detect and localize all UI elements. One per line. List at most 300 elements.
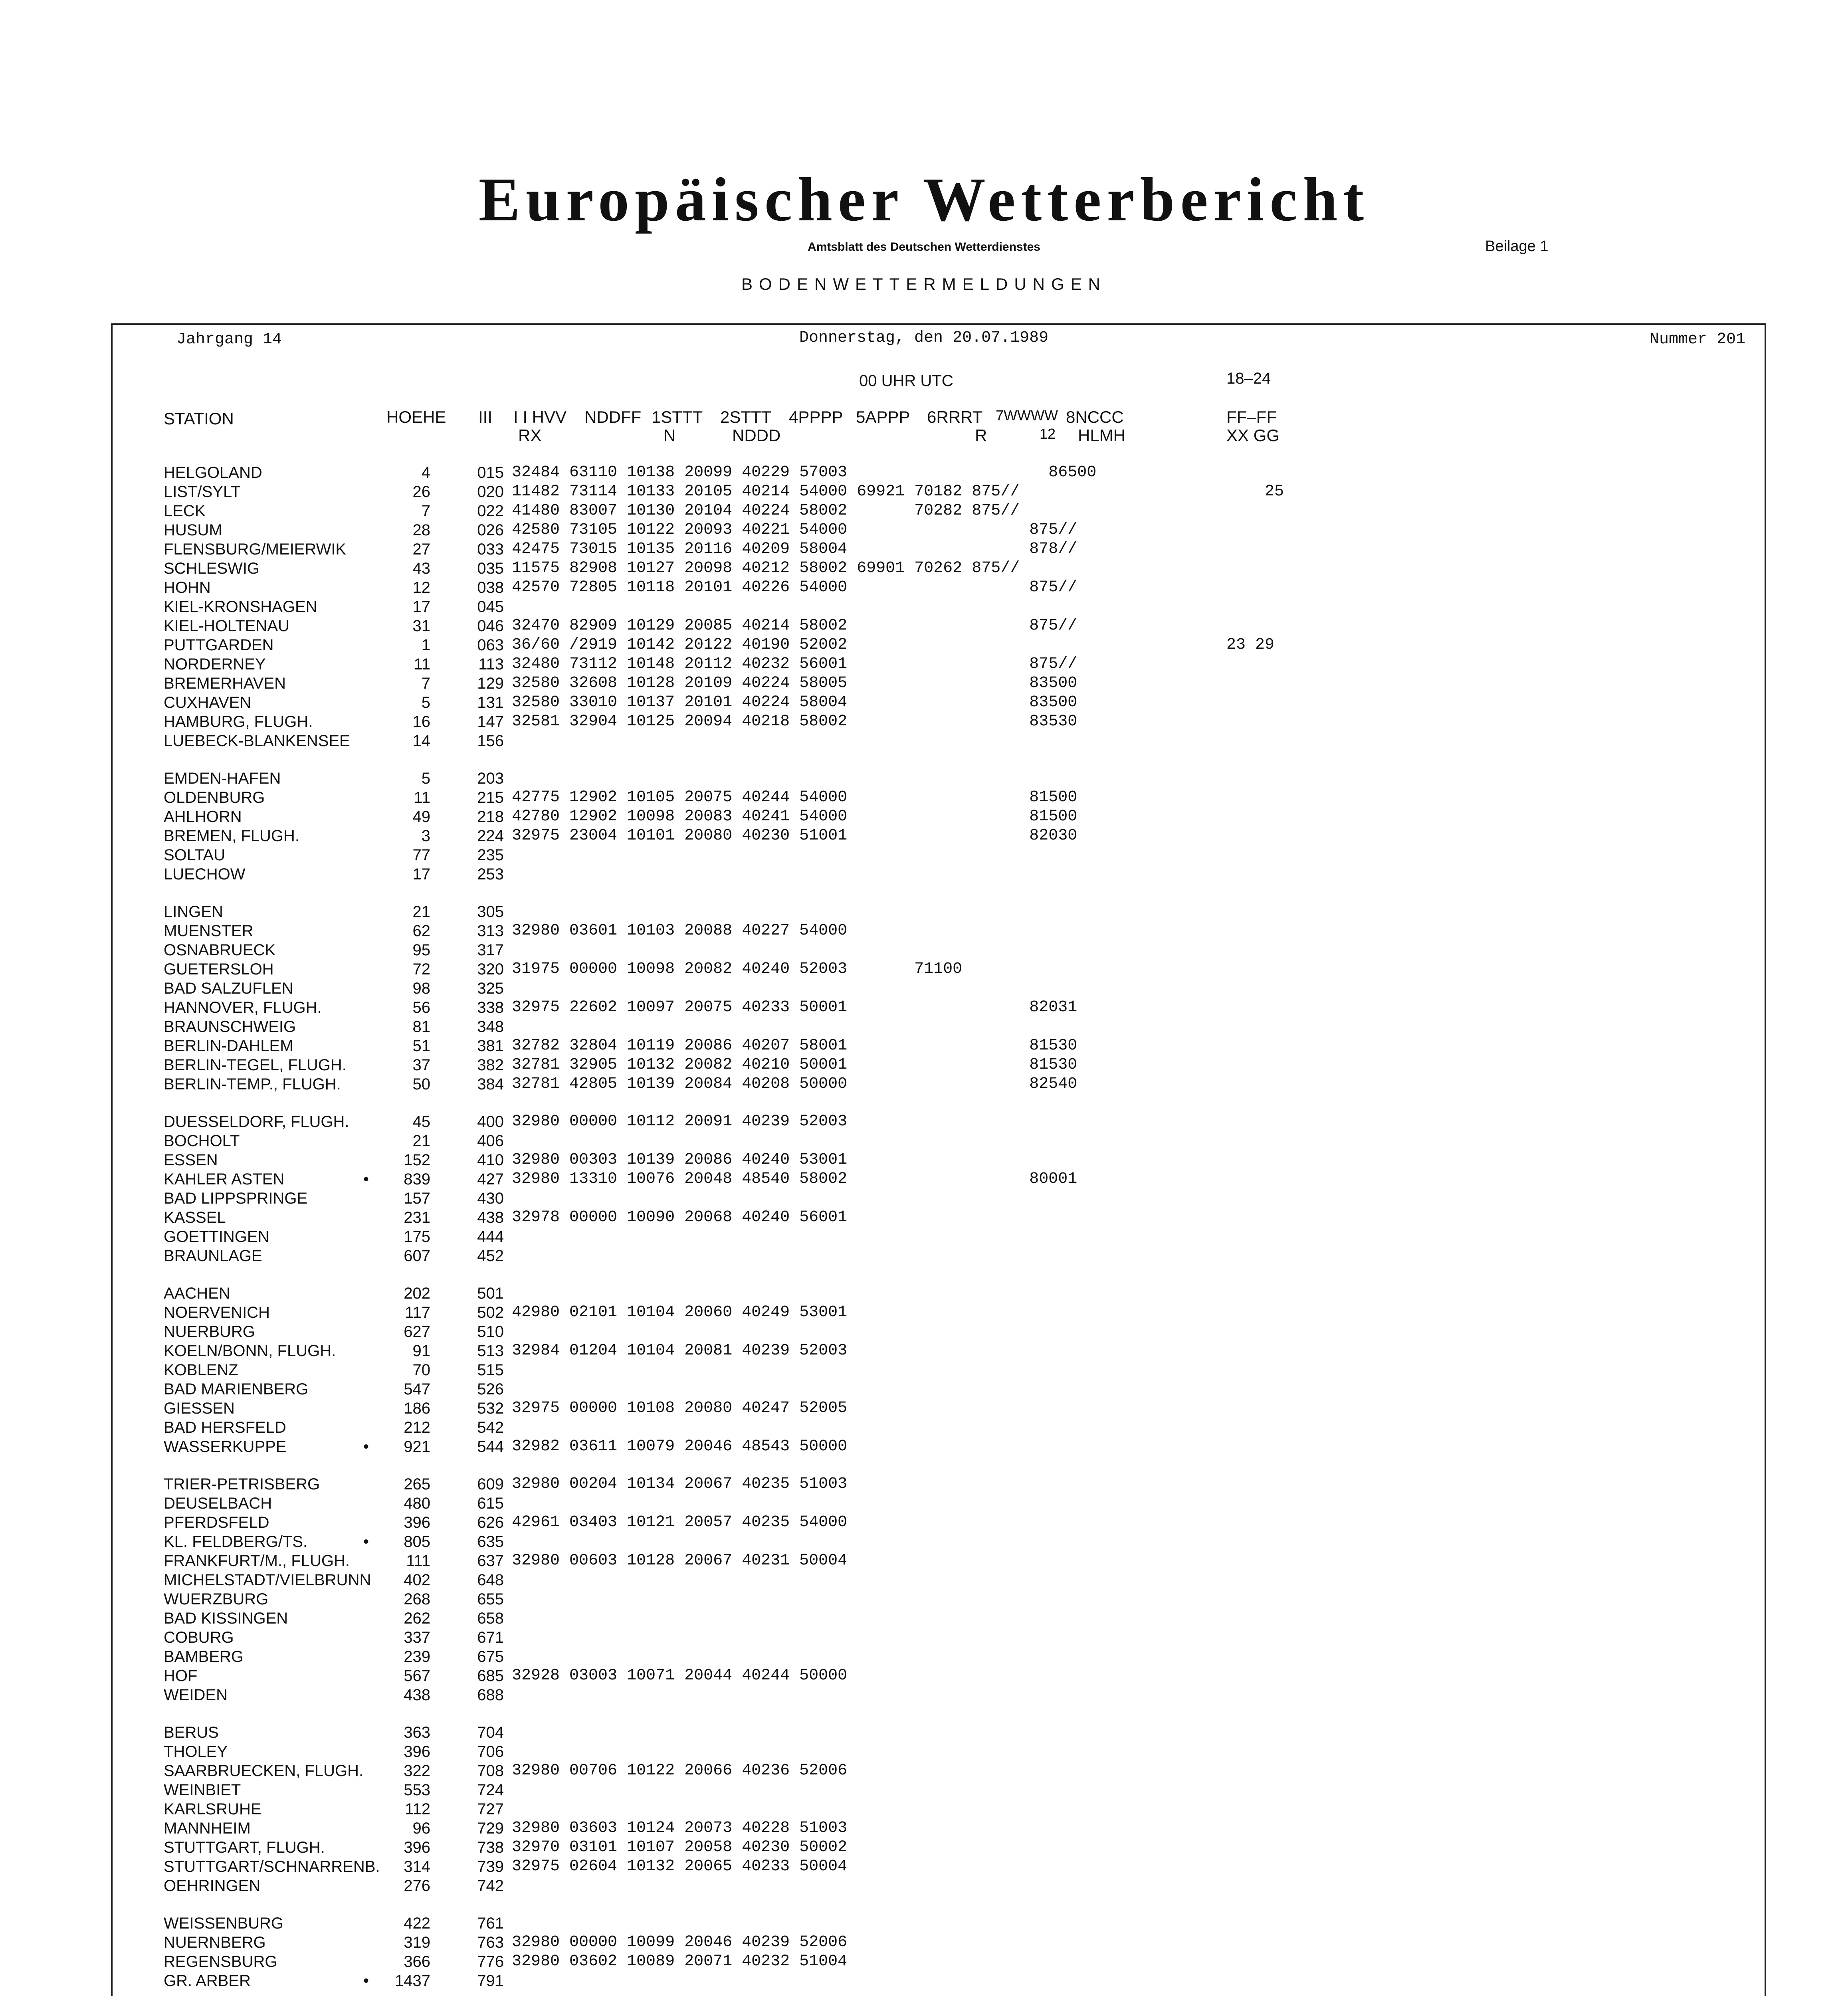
station-id: 675 [477, 1648, 504, 1665]
station-name: SCHLESWIG [164, 560, 260, 577]
station-name: KIEL-HOLTENAU [164, 617, 289, 635]
observation-groups: 31975 00000 10098 20082 40240 52003 71100 [512, 960, 963, 978]
station-height: 366 [404, 1953, 430, 1970]
station-row [113, 769, 1768, 788]
station-id: 203 [477, 770, 504, 787]
observation-groups: 32781 32905 10132 20082 40210 50001 81530 [512, 1056, 1078, 1074]
station-row [113, 1647, 1768, 1666]
station-row [113, 674, 1768, 693]
station-name: GUETERSLOH [164, 960, 274, 978]
station-row [113, 1570, 1768, 1590]
station-height: 16 [412, 713, 430, 731]
station-id: 637 [477, 1552, 504, 1570]
station-height: 14 [412, 732, 430, 750]
station-id: 655 [477, 1590, 504, 1608]
station-id: 035 [477, 560, 504, 577]
col-4: 2STTT NDDD [720, 408, 781, 445]
station-name: BAD SALZUFLEN [164, 980, 293, 997]
station-row [113, 846, 1768, 865]
station-id: 305 [477, 903, 504, 921]
station-row [113, 1341, 1768, 1360]
observation-groups: 32980 00706 10122 20066 40236 52006 [512, 1762, 848, 1780]
station-row [113, 1170, 1768, 1189]
station-height: 396 [404, 1743, 430, 1760]
station-height: 45 [412, 1113, 430, 1131]
station-row [113, 578, 1768, 597]
wind-gust: 23 29 [1226, 636, 1275, 654]
observation-groups: 32980 13310 10076 20048 48540 58002 80001 [512, 1170, 1078, 1188]
station-id: 026 [477, 521, 504, 539]
station-row [113, 1208, 1768, 1227]
station-height: 51 [412, 1037, 430, 1055]
station-name: LUEBECK-BLANKENSEE [164, 732, 350, 750]
station-id: 635 [477, 1533, 504, 1550]
station-id: 430 [477, 1190, 504, 1207]
station-name: WUERZBURG [164, 1590, 269, 1608]
station-name: BAMBERG [164, 1648, 244, 1665]
observation-groups: 36/60 /2919 10142 20122 40190 52002 [512, 636, 848, 654]
observation-groups: 32580 32608 10128 20109 40224 58005 83500 [512, 674, 1078, 692]
observation-groups: 32580 33010 10137 20101 40224 58004 83500 [512, 693, 1078, 711]
station-id: 444 [477, 1228, 504, 1246]
observation-groups: 32970 03101 10107 20058 40230 50002 [512, 1838, 848, 1856]
station-id: 046 [477, 617, 504, 635]
station-name: AHLHORN [164, 808, 242, 826]
observation-groups: 32470 82909 10129 20085 40214 58002 875// [512, 617, 1078, 635]
col-station: STATION [164, 409, 234, 428]
station-height: 921 [404, 1438, 430, 1455]
station-row [113, 1685, 1768, 1705]
station-name: TRIER-PETRISBERG [164, 1475, 320, 1493]
station-height: 31 [412, 617, 430, 635]
station-group [113, 463, 1768, 750]
station-id: 542 [477, 1419, 504, 1436]
station-id: 729 [477, 1820, 504, 1837]
station-height: 28 [412, 521, 430, 539]
station-name: KAHLER ASTEN [164, 1170, 285, 1188]
station-name: GOETTINGEN [164, 1228, 269, 1246]
station-row [113, 1418, 1768, 1437]
station-height: 152 [404, 1151, 430, 1169]
station-name: BERLIN-TEMP., FLUGH. [164, 1075, 341, 1093]
station-row [113, 902, 1768, 921]
station-height: 202 [404, 1285, 430, 1302]
station-row [113, 921, 1768, 941]
station-id: 427 [477, 1170, 504, 1188]
observation-groups: 32928 03003 10071 20044 40244 50000 [512, 1667, 848, 1685]
station-height: 17 [412, 865, 430, 883]
station-name: FLENSBURG/MEIERWIK [164, 541, 347, 558]
station-height: 98 [412, 980, 430, 997]
station-height: 607 [404, 1247, 430, 1265]
station-id: 688 [477, 1686, 504, 1704]
station-id: 156 [477, 732, 504, 750]
col-iii: III [478, 408, 493, 426]
observation-groups: 32980 00000 10112 20091 40239 52003 [512, 1113, 848, 1131]
station-row [113, 1933, 1768, 1952]
station-name: GR. ARBER [164, 1972, 251, 1990]
station-row [113, 1742, 1768, 1761]
station-id: 338 [477, 999, 504, 1016]
page-subtitle: Amtsblatt des Deutschen Wetterdienstes [808, 240, 1040, 253]
observation-groups: 32480 73112 10148 20112 40232 56001 875// [512, 655, 1078, 673]
station-name: GIESSEN [164, 1400, 235, 1417]
station-height: 402 [404, 1571, 430, 1589]
station-name: HAMBURG, FLUGH. [164, 713, 313, 731]
station-name: LIST/SYLT [164, 483, 241, 501]
station-row [113, 1150, 1768, 1170]
station-height: 422 [404, 1915, 430, 1932]
station-id: 147 [477, 713, 504, 731]
station-row [113, 1284, 1768, 1303]
station-id: 020 [477, 483, 504, 501]
station-name: KASSEL [164, 1209, 226, 1226]
station-name: EMDEN-HAFEN [164, 770, 281, 787]
station-id: 513 [477, 1342, 504, 1360]
observation-groups: 32782 32804 10119 20086 40207 58001 81530 [512, 1037, 1078, 1055]
station-height: 3 [421, 827, 430, 845]
station-name: BERUS [164, 1724, 219, 1741]
station-row [113, 636, 1768, 655]
beilage-label: Beilage 1 [1485, 238, 1549, 255]
station-row [113, 1017, 1768, 1036]
station-height: 49 [412, 808, 430, 826]
station-id: 406 [477, 1132, 504, 1150]
observation-groups: 32980 00603 10128 20067 40231 50004 [512, 1552, 848, 1570]
station-height: 186 [404, 1400, 430, 1417]
station-row [113, 482, 1768, 501]
station-id: 526 [477, 1380, 504, 1398]
station-name: LINGEN [164, 903, 223, 921]
station-height: 43 [412, 560, 430, 577]
station-id: 218 [477, 808, 504, 826]
station-name: NOERVENICH [164, 1304, 270, 1321]
observation-groups: 41480 83007 10130 20104 40224 58002 70282 875// [512, 502, 1020, 520]
section-title: BODENWETTERMELDUNGEN [741, 275, 1107, 293]
station-name: THOLEY [164, 1743, 228, 1760]
station-id: 438 [477, 1209, 504, 1226]
station-id: 063 [477, 636, 504, 654]
station-group [113, 902, 1768, 1094]
station-height: 81 [412, 1018, 430, 1036]
time-label: 00 UHR UTC [859, 372, 953, 390]
station-height: 11 [414, 789, 430, 806]
station-row [113, 1857, 1768, 1876]
station-height: 72 [412, 960, 430, 978]
station-name: BAD HERSFELD [164, 1419, 286, 1436]
station-id: 348 [477, 1018, 504, 1036]
station-height: 265 [404, 1475, 430, 1493]
station-id: 215 [477, 789, 504, 806]
station-name: COBURG [164, 1629, 234, 1646]
station-id: 253 [477, 865, 504, 883]
station-name: OSNABRUECK [164, 941, 276, 959]
date-label: Donnerstag, den 20.07.1989 [799, 329, 1049, 347]
station-id: 739 [477, 1858, 504, 1875]
observation-groups: 32581 32904 10125 20094 40218 58002 83530 [512, 713, 1078, 731]
observation-groups: 32975 23004 10101 20080 40230 51001 82030 [512, 827, 1078, 845]
station-name: CUXHAVEN [164, 694, 252, 711]
station-row [113, 731, 1768, 750]
station-name: HOHN [164, 579, 211, 596]
station-row [113, 1532, 1768, 1551]
station-group [113, 1284, 1768, 1456]
station-row [113, 1075, 1768, 1094]
station-row [113, 1952, 1768, 1971]
station-height: 7 [421, 675, 430, 692]
station-id: 015 [477, 464, 504, 481]
station-name: MICHELSTADT/VIELBRUNN [164, 1571, 371, 1589]
station-id: 761 [477, 1915, 504, 1932]
station-name: HANNOVER, FLUGH. [164, 999, 322, 1016]
station-name: MUENSTER [164, 922, 254, 940]
station-id: 738 [477, 1839, 504, 1856]
observation-groups: 32980 03603 10124 20073 40228 51003 [512, 1819, 848, 1837]
station-row [113, 1437, 1768, 1456]
station-group [113, 1723, 1768, 1895]
station-row [113, 1819, 1768, 1838]
observation-groups: 42775 12902 10105 20075 40244 54000 81500 [512, 788, 1078, 806]
station-height: 239 [404, 1648, 430, 1665]
station-id: 320 [477, 960, 504, 978]
station-group [113, 1475, 1768, 1705]
station-row [113, 1322, 1768, 1341]
station-name: WEINBIET [164, 1781, 241, 1799]
station-row [113, 1838, 1768, 1857]
observation-groups: 42475 73015 10135 20116 40209 58004 878// [512, 540, 1078, 558]
station-height: 96 [412, 1820, 430, 1837]
observation-groups: 32975 02604 10132 20065 40233 50004 [512, 1857, 848, 1875]
station-height: 117 [405, 1304, 430, 1321]
station-name: NUERBURG [164, 1323, 255, 1341]
station-height: 1437 [395, 1972, 430, 1990]
station-name: OEHRINGEN [164, 1877, 261, 1895]
observation-groups: 32980 03601 10103 20088 40227 54000 [512, 922, 848, 940]
station-id: 671 [477, 1629, 504, 1646]
jahrgang-label: Jahrgang 14 [176, 331, 282, 349]
station-height: 396 [404, 1839, 430, 1856]
station-name: BAD MARIENBERG [164, 1380, 309, 1398]
station-name: LUECHOW [164, 865, 246, 883]
station-row [113, 865, 1768, 884]
col-9: 8NCCC HLMH [1066, 408, 1126, 445]
station-row [113, 1628, 1768, 1647]
station-id: 452 [477, 1247, 504, 1265]
station-name: WEIDEN [164, 1686, 228, 1704]
station-row [113, 693, 1768, 712]
station-name: LECK [164, 502, 206, 520]
col-10: FF–FF XX GG [1226, 408, 1280, 445]
station-height: 62 [412, 922, 430, 940]
station-name: BREMERHAVEN [164, 675, 286, 692]
station-row [113, 501, 1768, 521]
observation-groups: 42570 72805 10118 20101 40226 54000 875// [512, 578, 1078, 596]
station-row [113, 1971, 1768, 1990]
station-row [113, 960, 1768, 979]
station-row [113, 1494, 1768, 1513]
observation-groups: 32980 00204 10134 20067 40235 51003 [512, 1475, 848, 1493]
observation-groups: 32781 42805 10139 20084 40208 50000 82540 [512, 1075, 1078, 1093]
station-name: DUESSELDORF, FLUGH. [164, 1113, 349, 1131]
station-height: 111 [406, 1552, 430, 1570]
station-row [113, 1227, 1768, 1246]
station-id: 742 [477, 1877, 504, 1895]
observation-groups: 11575 82908 10127 20098 40212 58002 69901 70262 875// [512, 559, 1020, 577]
station-name: NORDERNEY [164, 655, 266, 673]
observation-groups: 32980 03602 10089 20071 40232 51004 [512, 1952, 848, 1970]
station-name: ESSEN [164, 1151, 218, 1169]
station-name: BAD LIPPSPRINGE [164, 1190, 308, 1207]
station-height: 7 [421, 502, 430, 520]
station-row [113, 1475, 1768, 1494]
station-name: HUSUM [164, 521, 222, 539]
observation-groups: 42580 73105 10122 20093 40221 54000 875// [512, 521, 1078, 539]
station-height: 70 [412, 1361, 430, 1379]
mountain-station-mark: • [363, 1972, 369, 1990]
station-row [113, 1399, 1768, 1418]
station-row [113, 1609, 1768, 1628]
station-id: 224 [477, 827, 504, 845]
station-height: 77 [412, 846, 430, 864]
station-group [113, 1112, 1768, 1265]
observation-groups: 11482 73114 10133 20105 40214 54000 69921 70182 875// [512, 483, 1020, 501]
station-id: 045 [477, 598, 504, 616]
station-row [113, 1112, 1768, 1131]
station-name: BRAUNLAGE [164, 1247, 262, 1265]
observation-groups: 32982 03611 10079 20046 48543 50000 [512, 1438, 848, 1455]
page-title: Europäischer Wetterbericht [478, 165, 1370, 234]
station-name: STUTTGART, FLUGH. [164, 1839, 325, 1856]
observation-groups: 32980 00303 10139 20086 40240 53001 [512, 1151, 848, 1169]
station-height: 157 [404, 1190, 430, 1207]
station-row [113, 597, 1768, 616]
station-id: 033 [477, 541, 504, 558]
station-id: 131 [477, 694, 504, 711]
station-height: 12 [412, 579, 430, 596]
station-id: 609 [477, 1475, 504, 1493]
station-height: 212 [404, 1419, 430, 1436]
station-height: 27 [412, 541, 430, 558]
station-name: BREMEN, FLUGH. [164, 827, 300, 845]
station-name: BRAUNSCHWEIG [164, 1018, 296, 1036]
station-height: 268 [404, 1590, 430, 1608]
station-row [113, 521, 1768, 540]
station-height: 319 [404, 1934, 430, 1951]
station-id: 658 [477, 1610, 504, 1627]
station-name: OLDENBURG [164, 789, 265, 806]
mountain-station-mark: • [363, 1170, 369, 1188]
observation-groups: 42961 03403 10121 20057 40235 54000 [512, 1513, 848, 1531]
station-name: KIEL-KRONSHAGEN [164, 598, 317, 616]
station-height: 21 [412, 903, 430, 921]
station-table [113, 463, 1768, 1996]
station-height: 480 [404, 1495, 430, 1512]
station-height: 95 [412, 941, 430, 959]
station-name: BAD KISSINGEN [164, 1610, 288, 1627]
station-id: 706 [477, 1743, 504, 1760]
station-row [113, 807, 1768, 826]
station-height: 1 [421, 636, 430, 654]
station-name: STUTTGART/SCHNARRENB. [164, 1858, 380, 1875]
station-row [113, 941, 1768, 960]
station-name: BERLIN-TEGEL, FLUGH. [164, 1056, 347, 1074]
station-name: HOF [164, 1667, 198, 1685]
station-height: 17 [412, 598, 430, 616]
station-id: 727 [477, 1800, 504, 1818]
station-row [113, 1246, 1768, 1265]
mountain-station-mark: • [363, 1533, 369, 1550]
observation-groups: 32978 00000 10090 20068 40240 56001 [512, 1208, 848, 1226]
wind-gust: 25 [1226, 483, 1284, 501]
station-name: HELGOLAND [164, 464, 262, 481]
col-8: 7WWWW 12 [996, 407, 1058, 442]
station-id: 400 [477, 1113, 504, 1131]
col-hoehe: HOEHE [386, 408, 446, 426]
station-height: 50 [412, 1075, 430, 1093]
station-height: 547 [404, 1380, 430, 1398]
station-id: 384 [477, 1075, 504, 1093]
station-height: 262 [404, 1610, 430, 1627]
station-row [113, 1551, 1768, 1570]
station-height: 363 [404, 1724, 430, 1741]
station-row [113, 1723, 1768, 1742]
station-id: 235 [477, 846, 504, 864]
station-name: NUERNBERG [164, 1934, 266, 1951]
station-height: 175 [404, 1228, 430, 1246]
col-5: 4PPPP [789, 408, 843, 426]
station-id: 626 [477, 1514, 504, 1531]
station-height: 314 [404, 1858, 430, 1875]
station-name: WEISSENBURG [164, 1915, 284, 1932]
station-row [113, 463, 1768, 482]
col-1: I I HVV RX [513, 408, 567, 445]
station-row [113, 826, 1768, 846]
station-row [113, 1131, 1768, 1150]
station-name: PUTTGARDEN [164, 636, 274, 654]
station-name: KL. FELDBERG/TS. [164, 1533, 308, 1550]
col-6: 5APPP [856, 408, 910, 426]
station-height: 5 [421, 694, 430, 711]
station-name: DEUSELBACH [164, 1495, 272, 1512]
station-height: 21 [412, 1132, 430, 1150]
station-row [113, 1513, 1768, 1532]
station-height: 438 [404, 1686, 430, 1704]
station-row [113, 1055, 1768, 1075]
station-group [113, 1914, 1768, 1990]
station-id: 615 [477, 1495, 504, 1512]
station-height: 337 [404, 1629, 430, 1646]
station-height: 37 [412, 1056, 430, 1074]
station-height: 26 [412, 483, 430, 501]
mountain-station-mark: • [363, 1438, 369, 1455]
station-row [113, 655, 1768, 674]
station-id: 382 [477, 1056, 504, 1074]
observation-groups: 32980 00000 10099 20046 40239 52006 [512, 1933, 848, 1951]
station-id: 038 [477, 579, 504, 596]
station-id: 544 [477, 1438, 504, 1455]
station-id: 325 [477, 980, 504, 997]
observation-groups: 32975 22602 10097 20075 40233 50001 82031 [512, 998, 1078, 1016]
station-id: 510 [477, 1323, 504, 1341]
station-id: 724 [477, 1781, 504, 1799]
station-height: 56 [412, 999, 430, 1016]
observation-groups: 32975 00000 10108 20080 40247 52005 [512, 1399, 848, 1417]
station-height: 396 [404, 1514, 430, 1531]
station-id: 313 [477, 922, 504, 940]
station-id: 776 [477, 1953, 504, 1970]
station-row [113, 788, 1768, 807]
station-row [113, 540, 1768, 559]
